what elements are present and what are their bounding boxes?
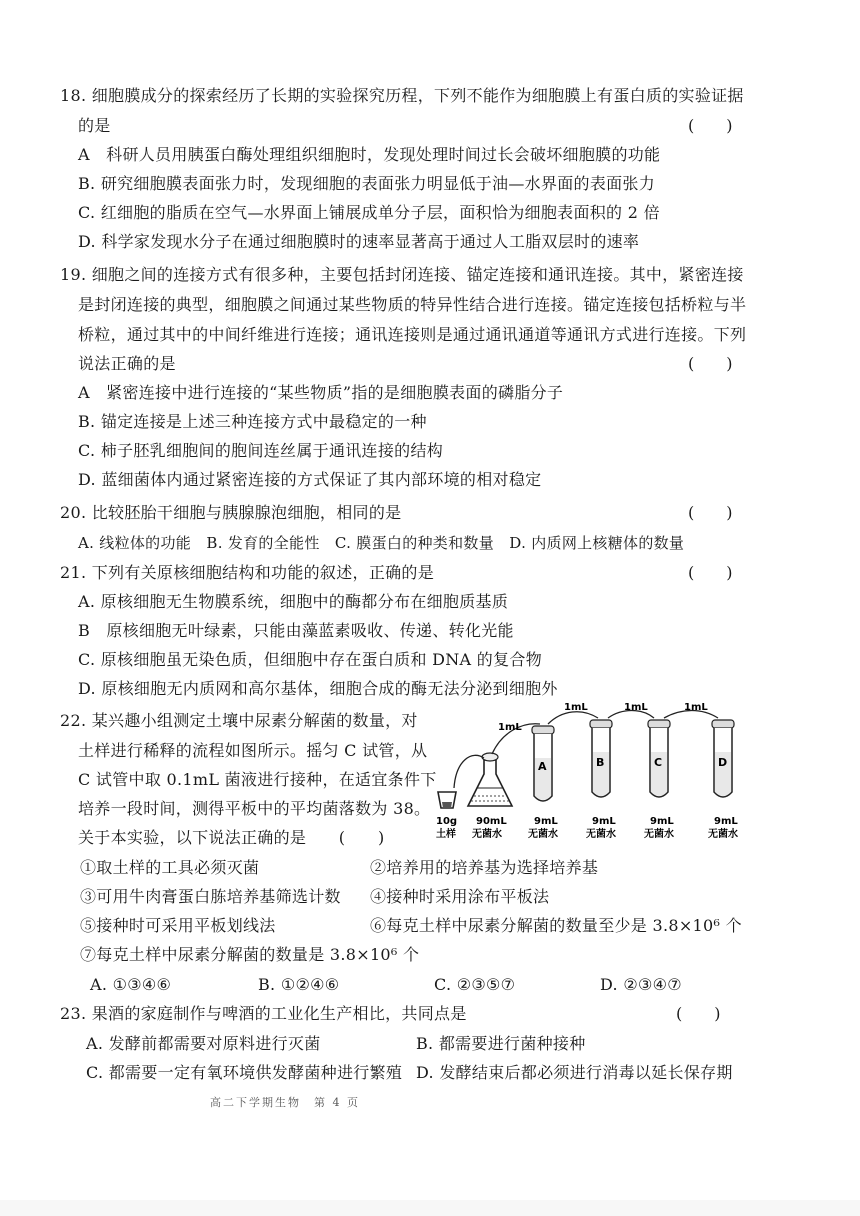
q20-options: A. 线粒体的功能 B. 发育的全能性 C. 膜蛋白的种类和数量 D. 内质网上核糖体的数量 [78,534,685,552]
transfer-label: 1mL [564,702,588,713]
q19-stem-line4: 说法正确的是 [78,354,176,373]
q22-statement-4: ④接种时采用涂布平板法 [370,887,550,906]
q22-statement-5: ⑤接种时可采用平板划线法 [80,916,276,935]
q19-stem-line2: 是封闭连接的典型，细胞膜之间通过某些物质的特异性结合进行连接。锚定连接包括桥粒与半 [78,295,747,314]
q18-option-a: A 科研人员用胰蛋白酶处理组织细胞时，发现处理时间过长会破坏细胞膜的功能 [78,145,661,164]
transfer-label: 1mL [624,702,648,713]
q21-option-d: D. 原核细胞无内质网和高尔基体，细胞合成的酶无法分泌到细胞外 [78,679,558,698]
q22-stem-line5: 关于本实验，以下说法正确的是 ( ) [78,828,385,847]
tube-letter: B [596,756,605,769]
q19-answer-paren: ( ) [688,354,733,373]
q18-stem-line2: 的是 [78,116,111,135]
tube-water-label: 无菌水 [708,829,738,840]
q19-option-a: A 紧密连接中进行连接的“某些物质”指的是细胞膜表面的磷脂分子 [78,383,564,402]
q23-option-c: C. 都需要一定有氧环境供发酵菌种进行繁殖 [86,1063,403,1082]
q19-option-c: C. 柿子胚乳细胞间的胞间连丝属于通讯连接的结构 [78,441,444,460]
page-footer: 高二下学期生物 第 4 页 [210,1096,360,1109]
q22-stem-line4: 培养一段时间，测得平板中的平均菌落数为 38。 [78,799,431,818]
flask-water-label: 无菌水 [472,829,502,840]
tube-water-label: 无菌水 [528,829,558,840]
q21-option-a: A. 原核细胞无生物膜系统，细胞中的酶都分布在细胞质基质 [78,592,509,611]
scan-edge [0,1200,860,1216]
soil-name-label: 土样 [436,829,456,840]
q19-option-b: B. 锚定连接是上述三种连接方式中最稳定的一种 [78,412,427,431]
q19-stem-line3: 桥粒，通过其中的中间纤维进行连接；通讯连接则是通过通讯通道等通讯方式进行连接。下列 [78,325,747,344]
q18-answer-paren: ( ) [688,116,733,135]
q22-statement-1: ①取土样的工具必须灭菌 [80,858,260,877]
tube-letter: A [538,760,547,773]
q18-stem-line1: 18. 细胞膜成分的探索经历了长期的实验探究历程，下列不能作为细胞膜上有蛋白质的实验证据 [60,86,744,105]
q23-option-b: B. 都需要进行菌种接种 [416,1034,586,1053]
q22-option-a: A. ①③④⑥ [90,975,172,994]
tube-volume-label: 9mL [534,816,558,827]
q22-statement-7: ⑦每克土样中尿素分解菌的数量是 3.8×10⁶ 个 [80,945,420,964]
test-tube-a [532,726,554,801]
erlenmeyer-flask [468,753,512,806]
flask-volume-label: 90mL [476,816,507,827]
q20-stem: 20. 比较胚胎干细胞与胰腺腺泡细胞，相同的是 [60,503,402,522]
q21-answer-paren: ( ) [688,563,733,582]
q22-stem-line1: 22. 某兴趣小组测定土壤中尿素分解菌的数量，对 [60,711,418,730]
q22-statement-3: ③可用牛肉膏蛋白胨培养基筛选计数 [80,887,341,906]
q22-stem-line3: C 试管中取 0.1mL 菌液进行接种，在适宜条件下 [78,770,437,789]
soil-amount-label: 10g [436,816,458,827]
q19-option-d: D. 蓝细菌体内通过紧密连接的方式保证了其内部环境的相对稳定 [78,470,542,489]
tube-letter: D [718,756,728,769]
q22-stem-line2: 土样进行稀释的流程如图所示。摇匀 C 试管，从 [78,741,428,760]
q23-option-d: D. 发酵结束后都必须进行消毒以延长保存期 [416,1063,733,1082]
q22-statement-2: ②培养用的培养基为选择培养基 [370,858,599,877]
q23-stem: 23. 果酒的家庭制作与啤酒的工业化生产相比，共同点是 [60,1004,467,1023]
q22-statement-6: ⑥每克土样中尿素分解菌的数量至少是 3.8×10⁶ 个 [370,916,742,935]
soil-cup [438,792,456,808]
test-tube-c [648,720,670,797]
q18-option-b: B. 研究细胞膜表面张力时，发现细胞的表面张力明显低于油—水界面的表面张力 [78,174,656,193]
transfer-label: 1mL [684,702,708,713]
q22-option-c: C. ②③⑤⑦ [434,975,516,994]
transfer-label: 1mL [498,722,522,733]
q22-option-b: B. ①②④⑥ [258,975,340,994]
tube-letter: C [654,756,663,769]
tube-water-label: 无菌水 [586,829,616,840]
q21-option-b: B 原核细胞无叶绿素，只能由藻蓝素吸收、传递、转化光能 [78,621,514,640]
test-tube-d [712,720,734,797]
q21-option-c: C. 原核细胞虽无染色质，但细胞中存在蛋白质和 DNA 的复合物 [78,650,542,669]
q18-option-c: C. 红细胞的脂质在空气—水界面上铺展成单分子层，面积恰为细胞表面积的 2 倍 [78,203,660,222]
q23-answer-paren: ( ) [676,1004,721,1023]
q18-option-d: D. 科学家发现水分子在通过细胞膜时的速率显著高于通过人工脂双层时的速率 [78,232,640,251]
q19-stem-line1: 19. 细胞之间的连接方式有很多种，主要包括封闭连接、锚定连接和通讯连接。其中，紧密连接 [60,265,744,284]
tube-water-label: 无菌水 [644,829,674,840]
tube-volume-label: 9mL [714,816,738,827]
q21-stem: 21. 下列有关原核细胞结构和功能的叙述，正确的是 [60,563,435,582]
tube-volume-label: 9mL [650,816,674,827]
q20-answer-paren: ( ) [688,503,733,522]
tube-volume-label: 9mL [592,816,616,827]
q22-option-d: D. ②③④⑦ [600,975,682,994]
q23-option-a: A. 发酵前都需要对原料进行灭菌 [86,1034,321,1053]
dilution-diagram [432,700,762,848]
test-tube-b [590,720,612,797]
